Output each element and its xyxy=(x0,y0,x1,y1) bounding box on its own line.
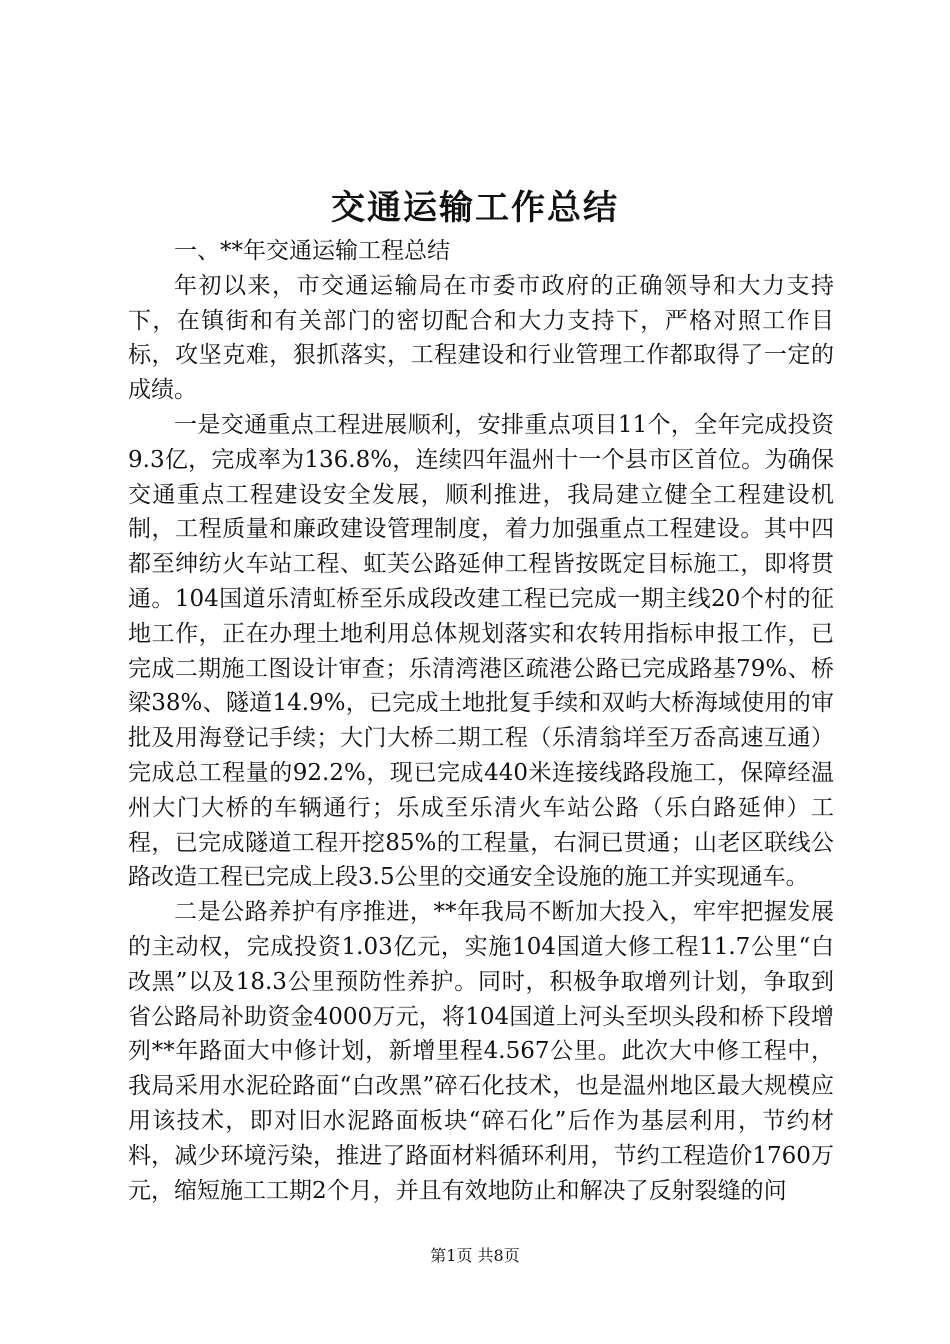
paragraph-road-maintenance: 二是公路养护有序推进，**年我局不断加大投入，牢牢把握发展的主动权，完成投资1.03亿元，实施104国道大修工程11.7公里“白改黑”以及18.3公里预防性养护。同时，积极争取增列计划，争取到省公路局补助资金4000万元，将104国道上河头至坝头段和桥下段增列**年路面大中修计划，新增里程4.567公里。此次大中修工程中，我局采用水泥砼路面“白改黑”碎石化技术，也是温州地区最大规模应用该技术，即对旧水泥路面板块“碎石化”后作为基层利用，节约材料，减少环境污染，推进了路面材料循环利用，节约工程造价1760万元，缩短施工工期2个月，并且有效地防止和解决了反射裂缝的问 xyxy=(128,899,834,1204)
page-footer: 第1页 共8页 xyxy=(430,1246,520,1265)
document-body xyxy=(128,234,834,1208)
paragraph-key-projects: 一是交通重点工程进展顺利，安排重点项目11个，全年完成投资9.3亿，完成率为136.8%，连续四年温州十一个县市区首位。为确保交通重点工程建设安全发展，顺利推进，我局建立健全工程建设机制，工程质量和廉政建设管理制度，着力加强重点工程建设。其中四都至绅纺火车站工程、虹芙公路延伸工程皆按既定目标施工，即将贯通。104国道乐清虹桥至乐成段改建工程已完成一期主线20个村的征地工作，正在办理土地利用总体规划落实和农转用指标申报工作，已完成二期施工图设计审查；乐清湾港区疏港公路已完成路基79%、桥梁38%、隧道14.9%，已完成土地批复手续和双屿大桥海域使用的审批及用海登记手续；大门大桥二期工程（乐清翁垟至万岙高速互通）完成总工程量的92.2%，现已完成440米连接线路段施工，保障经温州大门大桥的车辆通行；乐成至乐清火车站公路（乐白路延伸）工程，已完成隧道工程开挖85%的工程量，右洞已贯通；山老区联线公路改造工程已完成上段3.5公里的交通安全设施的施工并实现通车。 xyxy=(128,411,834,891)
section-heading: 一、**年交通运输工程总结 xyxy=(174,238,450,264)
paragraph-intro: 年初以来，市交通运输局在市委市政府的正确领导和大力支持下，在镇街和有关部门的密切配合和大力支持下，严格对照工作目标，攻坚克难，狠抓落实，工程建设和行业管理工作都取得了一定的成绩。 xyxy=(128,272,834,404)
document-title: 交通运输工作总结 xyxy=(331,188,619,228)
